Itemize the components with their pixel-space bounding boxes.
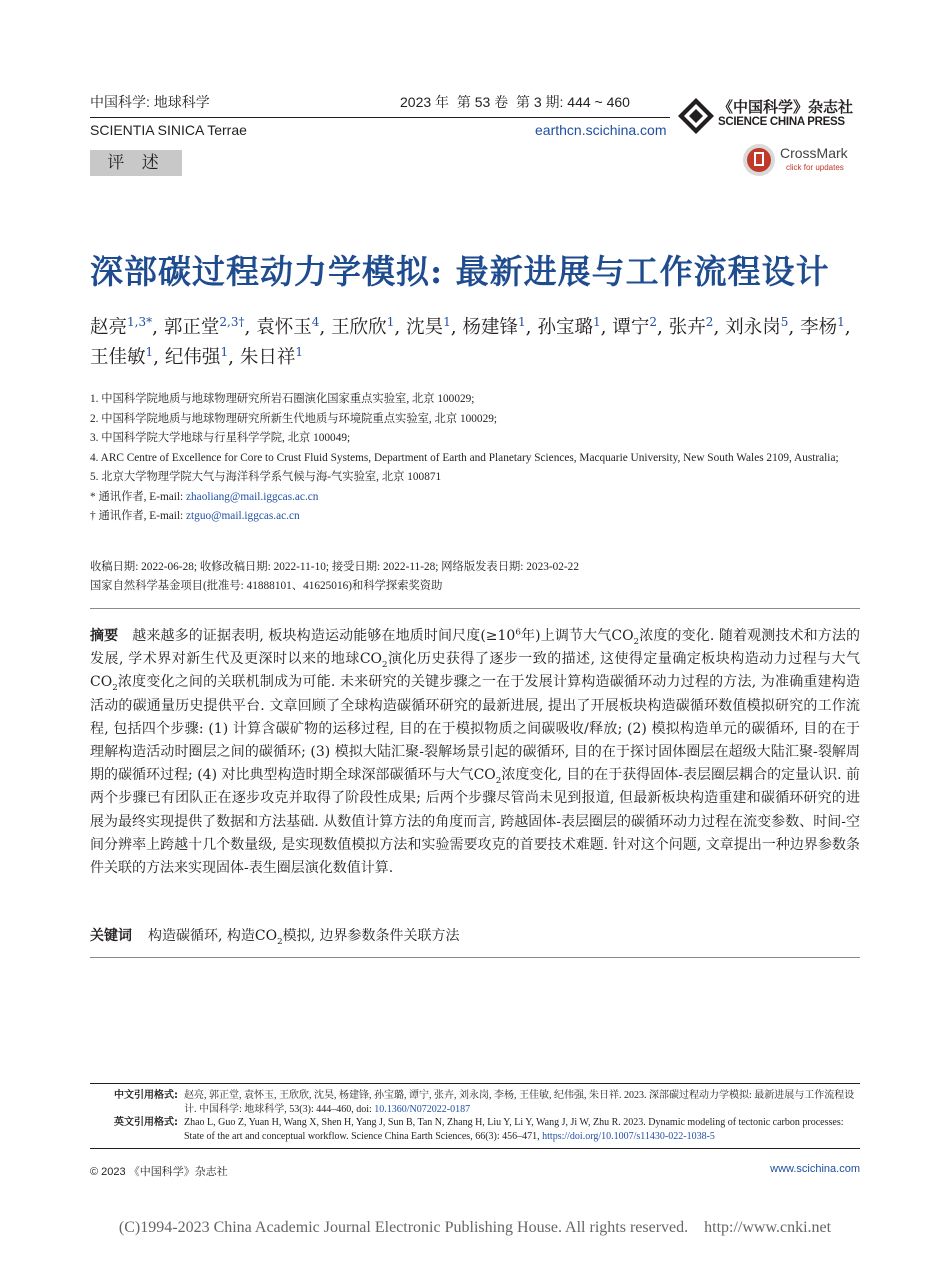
author-name: 刘永岗 [725, 317, 781, 338]
author-affiliation-marker: 1 [443, 314, 451, 329]
author-name: 孙宝璐 [537, 317, 593, 338]
article-type-tag: 评 述 [90, 150, 182, 176]
author-name: 王佳敏 [90, 347, 146, 368]
citation-cn [90, 1089, 860, 1116]
author-affiliation-marker: 1 [518, 314, 526, 329]
author-affiliation-marker: 1 [145, 344, 154, 359]
doi-link-en[interactable]: https://doi.org/10.1007/s11430-022-1038-5 [542, 1130, 715, 1142]
author-name: 沈昊 [406, 317, 444, 338]
author-name: 杨建锋 [462, 317, 519, 338]
received-dates: 收稿日期: 2022-06-28; 收修改稿日期: 2022-11-10; 接受日期: 2022-11-28; 网络版发表日期: 2023-02-22 [90, 561, 579, 573]
abstract-text: 越来越多的证据表明, 板块构造运动能够在地质时间尺度(≥10 [132, 628, 516, 644]
divider [90, 608, 860, 609]
author-affiliation-marker: 1 [837, 314, 845, 329]
affiliation-item: 5. 北京大学物理学院大气与海洋科学系气候与海-气实验室, 北京 100871 [90, 471, 442, 483]
publisher-name-en: SCIENCE CHINA PRESS [718, 116, 845, 128]
author-affiliation-marker: 4 [311, 314, 320, 329]
author-affiliation-marker: 1 [295, 344, 303, 359]
author-name: 赵亮 [90, 317, 128, 338]
author-affiliation-marker: 1 [386, 314, 395, 329]
keywords-label: 关键词 [90, 928, 132, 944]
article-dates [90, 558, 860, 596]
divider [90, 957, 860, 958]
funding-info: 国家自然科学基金项目(批准号: 41888101、41625016)和科学探索奖资助 [90, 580, 443, 592]
abstract-text: 演化历史获得了逐步一致的描述, 这使得定量确定板块构造动力过程与大气CO [90, 651, 860, 691]
journal-name-en: SCIENTIA SINICA Terrae [90, 122, 247, 138]
author-affiliation-marker: 5 [780, 314, 789, 329]
article-title: 深部碳过程动力学模拟: 最新进展与工作流程设计 [90, 252, 830, 291]
abstract-label: 摘要 [90, 628, 119, 644]
header-rule [90, 117, 670, 118]
abstract-text: 浓度变化, 目的在于获得固体-表层圈层耦合的定量认识. 前两个步骤已有团队正在逐步攻克并取得了阶段性成果; 后两个步骤尽管尚未见到报道, 但最新板块构造重建和碳循环研究的进展为最终实现提供了数据和方法基础. 从数值计算方法的角度而言, 跨越固体-表层圈层的碳循环动力过程在流变参数、时间-空间分辨率上跨越十几个数量级, 是实现数值模拟方法和实验需要攻克的首要技术难题. 针对这个问题, 文章提出一种边界参数条件关联的方法来实现固体-表生圈层演化数值计算. [90, 767, 861, 877]
author-affiliation-marker: 1 [592, 314, 601, 329]
author-name: 朱日祥 [239, 347, 296, 368]
subscript: 2 [112, 683, 118, 694]
issue-info: 2023 年 第 53 卷 第 3 期: 444 ~ 460 [400, 94, 630, 110]
publisher-logo-icon [678, 98, 714, 134]
affiliation-list [90, 390, 860, 527]
contact-prefix: † 通讯作者, E-mail: [90, 510, 187, 522]
affiliation-item: 4. ARC Centre of Excellence for Core to Crust Fluid Systems, Department of Earth and Planetary Sciences, Macquarie University, New South Wales 2109, Australia; [90, 451, 839, 464]
footer-website-link[interactable]: www.scichina.com [770, 1163, 860, 1175]
affiliation-item: 1. 中国科学院地质与地球物理研究所岩石圈演化国家重点实验室, 北京 100029; [90, 393, 475, 405]
author-name: 谭宁 [612, 317, 650, 338]
author-name: 王欣欣 [331, 317, 387, 338]
publisher-name-cn: 《中国科学》杂志社 [718, 98, 854, 116]
citation-en-body [184, 1116, 860, 1143]
subscript: 2 [382, 660, 388, 670]
abstract [90, 625, 860, 880]
journal-website-link[interactable]: earthcn.scichina.com [535, 122, 667, 138]
abstract-text: 浓度的变化. 随着观测技术和方法的发展, 学术界对新生代及更深时以来的地球CO [90, 628, 861, 668]
doi-link-cn[interactable]: 10.1360/N072022-0187 [374, 1103, 471, 1115]
crossmark-badge[interactable] [742, 143, 862, 179]
copyright: © 2023 《中国科学》杂志社 [90, 1166, 228, 1178]
citation-cn-body [184, 1089, 860, 1116]
cnki-copyright: (C)1994-2023 China Academic Journal Electronic Publishing House. All rights reserved. http://www.cnki.net [118, 1219, 832, 1236]
subscript: 2 [495, 776, 502, 787]
affiliation-item: 3. 中国科学院大学地球与行星科学学院, 北京 100049; [90, 432, 351, 444]
author-list: 赵亮$^{1,3*}$, 郭正堂$^{2,3\dagger}$, 袁怀玉$^4$, 王欣欣$^1$, 沈昊$^1$, 杨建锋$^1$, 孙宝璐$^1$, 谭宁$^2$, 张卉$^2$, 刘永岗$^5$, 李杨$^1$, 王佳敏$^1$, 纪伟强$^1$, 朱日祥$^1$ [90, 314, 851, 368]
author-name: 郭正堂 [163, 317, 220, 338]
crossmark-label: CrossMark [780, 145, 848, 161]
author-name: 李杨 [800, 317, 838, 338]
citation-en [90, 1116, 860, 1143]
abstract-text: 年)上调节大气CO [520, 628, 634, 644]
subscript: 2 [277, 936, 283, 947]
author-name: 张卉 [668, 317, 706, 338]
citation-box [90, 1083, 860, 1149]
crossmark-sublabel: click for updates [786, 163, 844, 172]
corresponding-author-2 [90, 507, 860, 527]
superscript: 6 [515, 627, 521, 638]
subscript: 2 [633, 636, 640, 647]
corresponding-author-1 [90, 488, 860, 508]
author-name: 纪伟强 [164, 347, 221, 368]
citation-cn-text: 赵亮, 郭正堂, 袁怀玉, 王欣欣, 沈昊, 杨建锋, 孙宝璐, 谭宁, 张卉, 刘永岗, 李杨, 王佳敏, 纪伟强, 朱日祥. 2023. 深部碳过程动力学模拟: 最新进展与工作流程设计. 中国科学: 地球科学, 53(3): 444–460, doi: [184, 1090, 855, 1115]
email-link[interactable]: zhaoliang@mail.iggcas.ac.cn [186, 490, 319, 503]
author-affiliation-marker: 1,3* [127, 314, 153, 329]
keywords-text: 构造碳循环, 构造CO [148, 928, 278, 944]
keywords [90, 925, 860, 947]
crossmark-icon [742, 143, 776, 177]
abstract-text: 浓度变化之间的关联机制成为可能. 未来研究的关键步骤之一在于发展计算构造碳循环动力过程的方法, 为准确重建构造活动的碳通量历史提供平台. 文章回顾了全球构造碳循环研究的最新进展, 提出了开展板块构造碳循环数值模拟研究的工作流程, 包括四个步骤: (1) 计算含碳矿物的运移过程, 目的在于模拟物质之间碳吸收/释放; (2) 模拟构造单元的碳循环, 目的在于理解构造活动时圈层之间的碳循环; (3) 模拟大陆汇聚-裂解场景引起的碳循环, 目的在于探讨固体圈层在超级大陆汇聚-裂解周期的碳循环过程; (4) 对比典型构造时期全球深部碳循环与大气CO [90, 674, 860, 784]
keywords-text: 模拟, 边界参数条件关联方法 [282, 928, 460, 944]
citation-cn-label: 中文引用格式: [114, 1090, 178, 1101]
citation-en-text: Zhao L, Guo Z, Yuan H, Wang X, Shen H, Yang J, Sun B, Tan N, Zhang H, Liu Y, Li Y, Wang J, Ji W, Zhu R. 2023. Dynamic modeling of tectonic carbon processes: State of the art and conceptual workflow. Science China Earth Sciences, 66(3): 456–471, [184, 1117, 844, 1142]
author-affiliation-marker: 2 [705, 314, 714, 329]
contact-prefix: * 通讯作者, E-mail: [90, 490, 187, 503]
journal-name-cn: 中国科学: 地球科学 [90, 94, 210, 110]
author-affiliation-marker: 2,3† [219, 314, 245, 329]
publisher-logo [678, 96, 858, 136]
author-affiliation-marker: 1 [220, 344, 229, 359]
email-link[interactable]: ztguo@mail.iggcas.ac.cn [186, 510, 300, 522]
author-affiliation-marker: 2 [649, 314, 658, 329]
affiliation-item: 2. 中国科学院地质与地球物理研究所新生代地质与环境院重点实验室, 北京 100029; [90, 412, 498, 425]
author-name: 袁怀玉 [256, 317, 312, 338]
citation-en-label: 英文引用格式: [114, 1117, 178, 1128]
